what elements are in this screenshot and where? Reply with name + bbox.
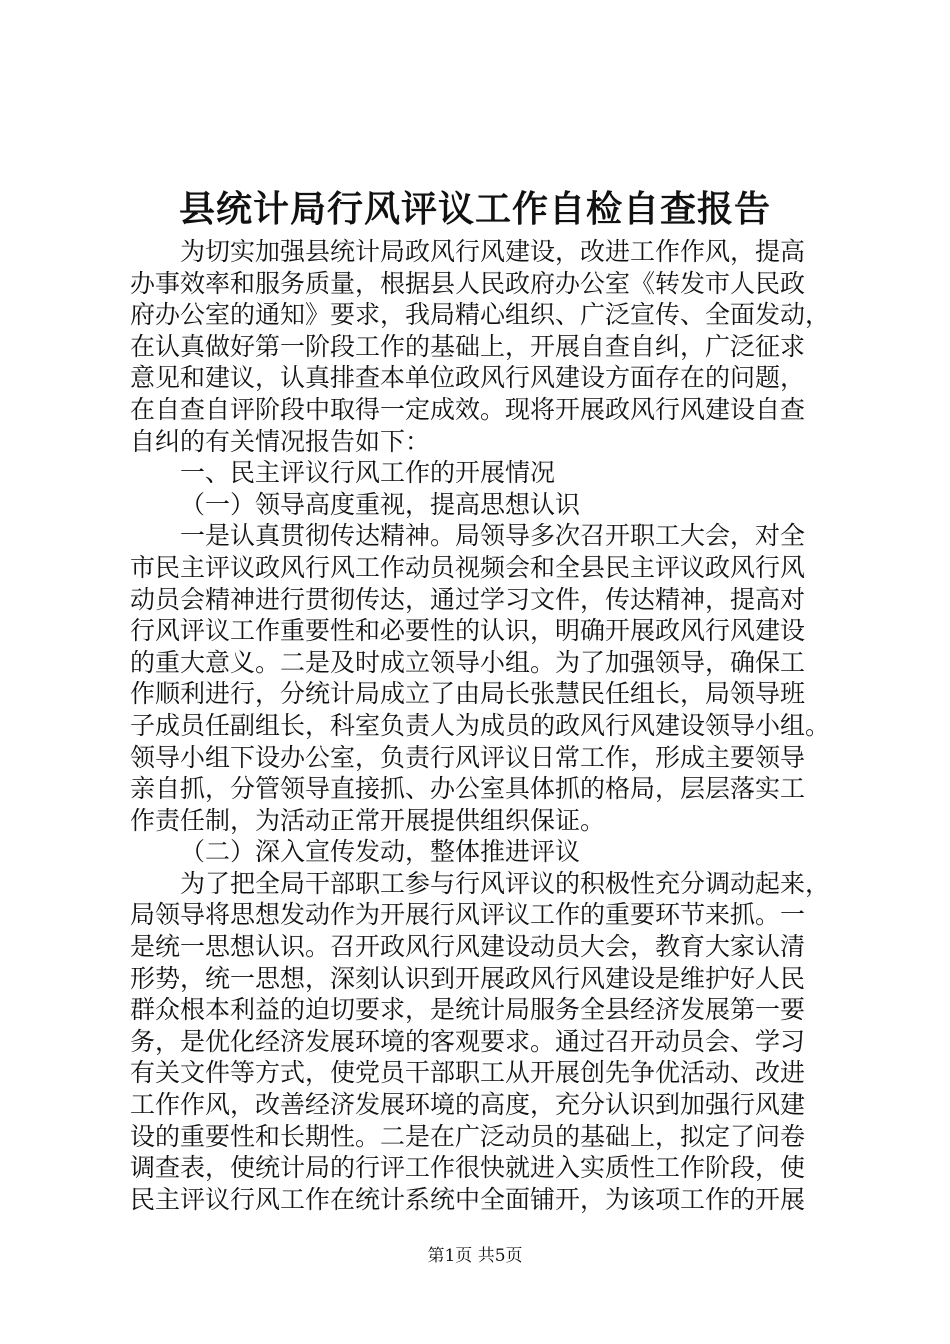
text-line: 在认真做好第一阶段工作的基础上，开展自查自纠，广泛征求: [130, 331, 806, 361]
text-line: 务，是优化经济发展环境的客观要求。通过召开动员会、学习: [130, 1026, 806, 1056]
text-line: 亲自抓，分管领导直接抓、办公室具体抓的格局，层层落实工: [130, 774, 806, 804]
text-line: 的重大意义。二是及时成立领导小组。为了加强领导，确保工: [130, 647, 806, 677]
text-line: 作顺利进行，分统计局成立了由局长张慧民任组长，局领导班: [130, 679, 806, 709]
text-line: 设的重要性和长期性。二是在广泛动员的基础上，拟定了问卷: [130, 1121, 806, 1151]
text-line: 为切实加强县统计局政风行风建设，改进工作作风，提高: [180, 237, 806, 266]
section-heading: 一、民主评议行风工作的开展情况: [180, 458, 556, 488]
text-line: 市民主评议政风行风工作动员视频会和全县民主评议政风行风: [130, 552, 806, 582]
text-line: 动员会精神进行贯彻传达，通过学习文件，传达精神，提高对: [130, 584, 806, 614]
text-line: 在自查自评阶段中取得一定成效。现将开展政风行风建设自查: [130, 394, 806, 424]
text-line: 府办公室的通知》要求，我局精心组织、广泛宣传、全面发动，: [130, 300, 831, 330]
text-line: 工作作风，改善经济发展环境的高度，充分认识到加强行风建: [130, 1090, 806, 1120]
text-line: 一是认真贯彻传达精神。局领导多次召开职工大会，对全: [180, 521, 806, 551]
text-line: 局领导将思想发动作为开展行风评议工作的重要环节来抓。一: [130, 900, 806, 930]
text-line: 行风评议工作重要性和必要性的认识，明确开展政风行风建设: [130, 616, 806, 646]
text-line: 子成员任副组长，科室负责人为成员的政风行风建设领导小组。: [130, 710, 831, 740]
subsection-heading: （二）深入宣传发动，整体推进评议: [180, 837, 581, 867]
document-body: [130, 236, 830, 1215]
text-line: 为了把全局干部职工参与行风评议的积极性充分调动起来，: [180, 868, 831, 898]
text-line: 意见和建议，认真排查本单位政风行风建设方面存在的问题，: [130, 363, 806, 393]
text-line: 群众根本利益的迫切要求，是统计局服务全县经济发展第一要: [130, 995, 806, 1025]
text-line: 形势，统一思想，深刻认识到开展政风行风建设是维护好人民: [130, 963, 806, 993]
text-line: 是统一思想认识。召开政风行风建设动员大会，教育大家认清: [130, 932, 806, 962]
text-line: 有关文件等方式，使党员干部职工从开展创先争优活动、改进: [130, 1058, 806, 1088]
text-line: 调查表，使统计局的行评工作很快就进入实质性工作阶段，使: [130, 1153, 806, 1183]
text-line: 自纠的有关情况报告如下：: [130, 426, 431, 456]
document-title: 县统计局行风评议工作自检自查报告: [178, 188, 771, 230]
page-number: 第1页 共5页: [427, 1246, 523, 1266]
subsection-heading: （一）领导高度重视，提高思想认识: [180, 489, 581, 519]
text-line: 民主评议行风工作在统计系统中全面铺开，为该项工作的开展: [130, 1184, 806, 1214]
text-line: 作责任制，为活动正常开展提供组织保证。: [130, 805, 606, 835]
text-line: 领导小组下设办公室，负责行风评议日常工作，形成主要领导: [130, 742, 806, 772]
text-line: 办事效率和服务质量，根据县人民政府办公室《转发市人民政: [130, 268, 806, 298]
